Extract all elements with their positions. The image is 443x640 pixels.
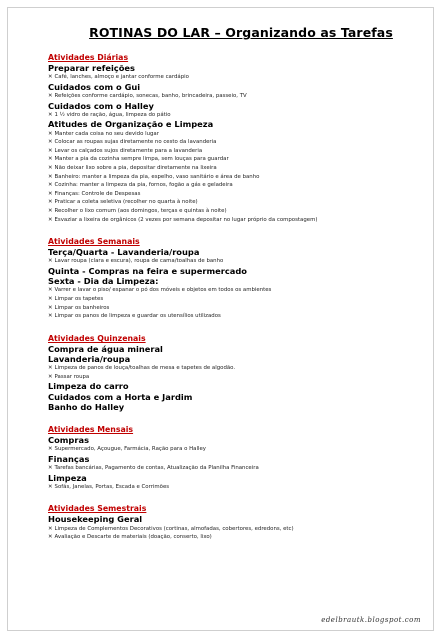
list-item-text: Manter cada coisa no seu devido lugar [54,130,159,137]
list-item-text: Recolher o lixo comum (aos domingos, terças e quintas à noite) [54,207,227,214]
task-heading: Terça/Quarta - Lavanderia/roupa [48,247,200,258]
list-item-text: Tarefas bancárias, Pagamento de contas, Atualização da Planilha Financeira [54,464,259,471]
list-item [48,464,428,473]
list-item [48,216,428,225]
list-item-text: Supermercado, Açougue, Farmácia, Ração para o Halley [54,446,206,453]
cross-bullet-icon: ✕ [48,534,53,541]
cross-bullet-icon: ✕ [48,93,53,99]
list-item [48,155,428,164]
list-item [48,286,428,295]
list-item [48,111,428,120]
list-item [48,312,428,321]
cross-bullet-icon: ✕ [48,365,53,372]
list-item-text: Finanças: Controle de Despesas [54,190,141,197]
list-item-text: Esvaziar a lixeira de orgânicos (2 vezes por semana depositar no lugar próprio da compostagem) [54,216,318,223]
task-heading: Lavanderia/roupa [48,353,131,364]
list-item-text: Refeições conforme cardápio, sonecas, banho, brincadeira, passeio, TV [54,93,247,99]
list-item-text: Sofás, Janelas, Portas, Escada e Corrimões [54,483,170,490]
task-heading: Cuidados com o Gui [48,81,141,92]
list-item-text: Limpar os panos de limpeza e guardar os utensílios utilizados [54,313,221,320]
task-heading: Atitudes de Organização e Limpeza [48,119,214,130]
list-item [48,364,428,373]
cross-bullet-icon: ✕ [48,304,53,311]
sections-container [48,53,428,555]
list-item [48,304,428,313]
list-item [48,181,428,190]
cross-bullet-icon: ✕ [48,74,53,81]
list-item [48,373,428,382]
list-item-text: Varrer e lavar o piso/ espanar o pó dos móveis e objetos em todos os ambientes [54,287,272,294]
list-item-text: Limpar os banheiros [54,304,110,311]
footer-blog-url: edelbrautk.blogspot.com [321,616,421,624]
list-item-text: Avaliação e Descarte de materiais (doação, conserto, lixo) [54,534,212,541]
list-item [48,533,428,542]
cross-bullet-icon: ✕ [48,464,53,471]
section [48,425,428,491]
section [48,53,428,224]
cross-bullet-icon: ✕ [48,182,53,189]
task-heading: Banho do Halley [48,401,125,412]
list-item-text: Passar roupa [54,373,90,380]
cross-bullet-icon: ✕ [48,313,53,320]
section-title: Atividades Semanais [48,237,140,247]
list-item [48,257,428,266]
list-item-text: Café, lanches, almoço e jantar conforme cardápio [54,74,189,81]
task-heading: Compras [48,434,90,445]
list-item [48,147,428,156]
cross-bullet-icon: ✕ [48,139,53,146]
cross-bullet-icon: ✕ [48,216,53,223]
list-item-text: Limpeza de Complementos Decorativos (cortinas, almofadas, cobertores, edredons, etc) [54,525,294,532]
page-title: ROTINAS DO LAR – Organizando as Tarefas [89,25,393,40]
cross-bullet-icon: ✕ [48,111,53,118]
cross-bullet-icon: ✕ [48,446,53,453]
list-item [48,525,428,534]
cross-bullet-icon: ✕ [48,164,53,171]
section-title: Atividades Diárias [48,53,129,62]
task-heading: Compra de água mineral [48,343,163,354]
task-heading: Cuidados com o Halley [48,100,154,111]
list-item-text: Colocar as roupas sujas diretamente no cesto da lavanderia [54,139,217,146]
cross-bullet-icon: ✕ [48,199,53,206]
list-item [48,130,428,139]
cross-bullet-icon: ✕ [48,147,53,154]
list-item-text: Limpeza de panos de louça/toalhas de mesa e tapetes de algodão. [54,365,236,372]
list-item-text: Manter a pia da cozinha sempre limpa, sem louças para guardar [54,156,229,163]
list-item [48,190,428,199]
list-item [48,173,428,182]
task-heading: Limpeza [48,472,87,483]
cross-bullet-icon: ✕ [48,130,53,137]
section [48,237,428,321]
task-heading: Housekeeping Geral [48,514,143,525]
list-item-text: Não deixar lixo sobre a pia, depositar diretamente na lixeira [54,164,217,171]
section [48,334,428,412]
list-item [48,73,428,82]
task-heading: Cuidados com a Horta e Jardim [48,391,193,402]
list-item [48,164,428,173]
list-item-text: Levar os calçados sujos diretamente para a lavanderia [54,147,203,154]
cross-bullet-icon: ✕ [48,287,53,294]
list-item-text: Limpar os tapetes [54,295,104,302]
task-heading: Limpeza do carro [48,381,129,392]
list-item [48,138,428,147]
list-item [48,295,428,304]
cross-bullet-icon: ✕ [48,190,53,197]
list-item [48,198,428,207]
section-title: Atividades Quinzenais [48,333,146,343]
list-item-text: Lavar roupa (clara e escura), roupa de cama/toalhas de banho [54,258,224,265]
cross-bullet-icon: ✕ [48,156,53,163]
task-heading: Finanças [48,453,90,464]
list-item [48,445,428,454]
list-item-text: Cozinha: manter a limpeza da pia, fornos, fogão a gás e geladeira [54,182,233,189]
list-item [48,92,428,101]
list-item [48,207,428,216]
section [48,504,428,541]
cross-bullet-icon: ✕ [48,295,53,302]
cross-bullet-icon: ✕ [48,207,53,214]
task-heading: Quinta - Compras na feira e supermercado [48,265,247,276]
section-title: Atividades Mensais [48,424,134,434]
list-item [48,483,428,492]
task-heading: Sexta - Dia da Limpeza: [48,276,159,287]
section-title: Atividades Semestrais [48,504,147,514]
list-item-text: 1 ½ vidro de ração, água, limpeza do pátio [54,111,171,118]
list-item-text: Praticar a coleta seletiva (recolher no quarta à noite) [54,199,198,206]
cross-bullet-icon: ✕ [48,483,53,490]
cross-bullet-icon: ✕ [48,173,53,180]
cross-bullet-icon: ✕ [48,525,53,532]
list-item-text: Banheiro: manter a limpeza da pia, espelho, vaso sanitário e área de banho [54,173,260,180]
cross-bullet-icon: ✕ [48,373,53,380]
document-page [7,7,434,631]
task-heading: Preparar refeições [48,63,135,73]
cross-bullet-icon: ✕ [48,258,53,265]
